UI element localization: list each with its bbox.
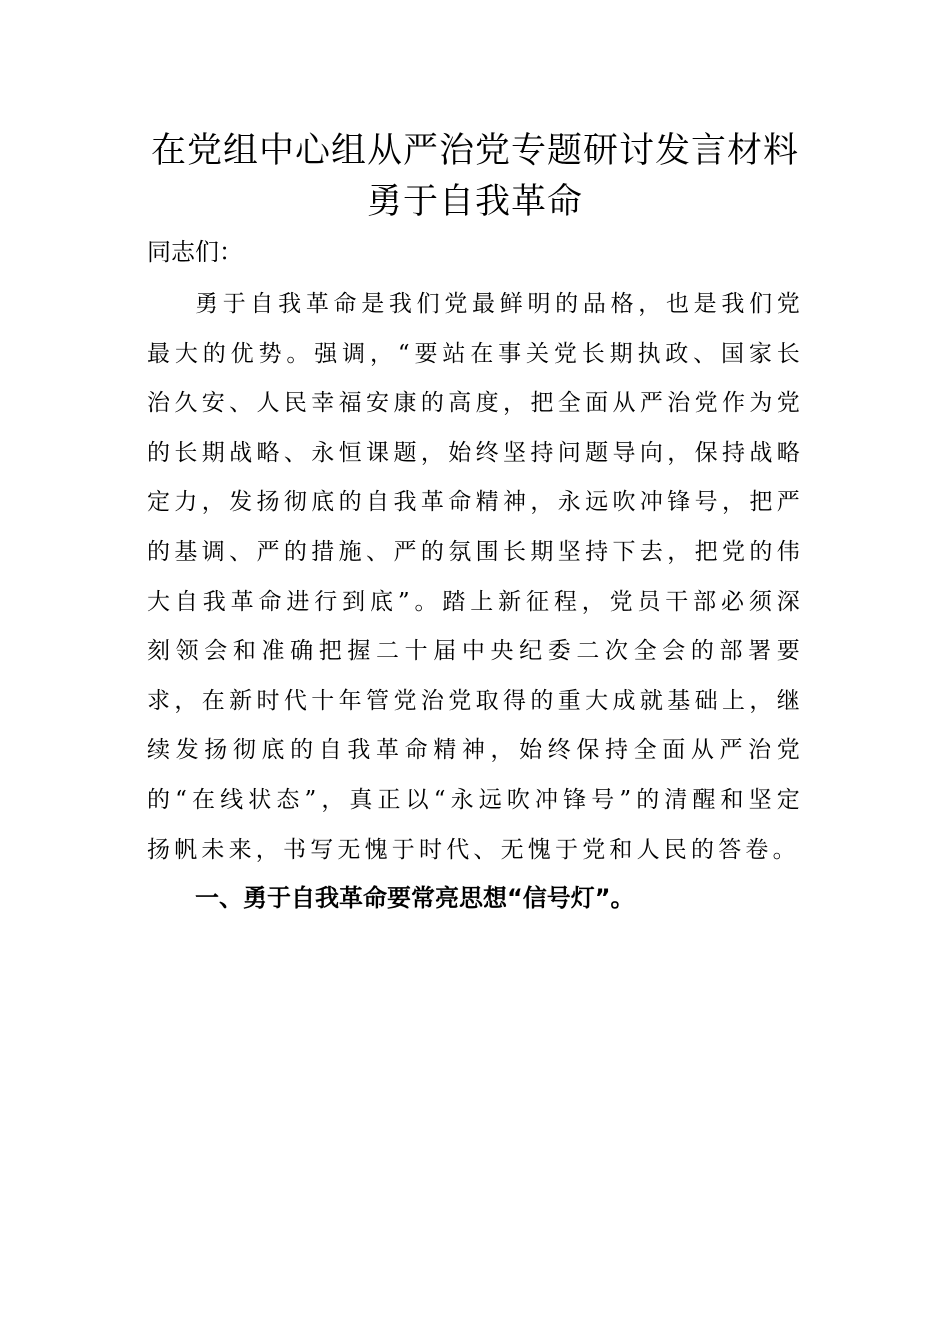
salutation: 同志们： bbox=[147, 238, 243, 266]
section-heading: 一、勇于自我革命要常亮思想“信号灯”。 bbox=[195, 884, 635, 912]
body-paragraph: 勇于自我革命是我们党最鲜明的品格，也是我们党最大的优势。强调，“要站在事关党长期执政、国家长治久安、人民幸福安康的高度，把全面从严治党作为党的长期战略、永恒课题，始终坚持问题导向，保持战略定力，发扬彻底的自我革命精神，永远吹冲锋号，把严的基调、严的措施、严的氛围长期坚持下去，把党的伟大自我革命进行到底”。踏上新征程，党员干部必须深刻领会和准确把握二十届中央纪委二次全会的部署要求，在新时代十年管党治党取得的重大成就基础上，继续发扬彻底的自我革命精神，始终保持全面从严治党的“在线状态”，真正以“永远吹冲锋号”的清醒和坚定扬帆未来，书写无愧于时代、无愧于党和人民的答卷。 bbox=[147, 291, 804, 863]
document-title: 在党组中心组从严治党专题研讨发言材料 bbox=[150, 131, 799, 171]
document-subtitle: 勇于自我革命 bbox=[366, 182, 583, 222]
